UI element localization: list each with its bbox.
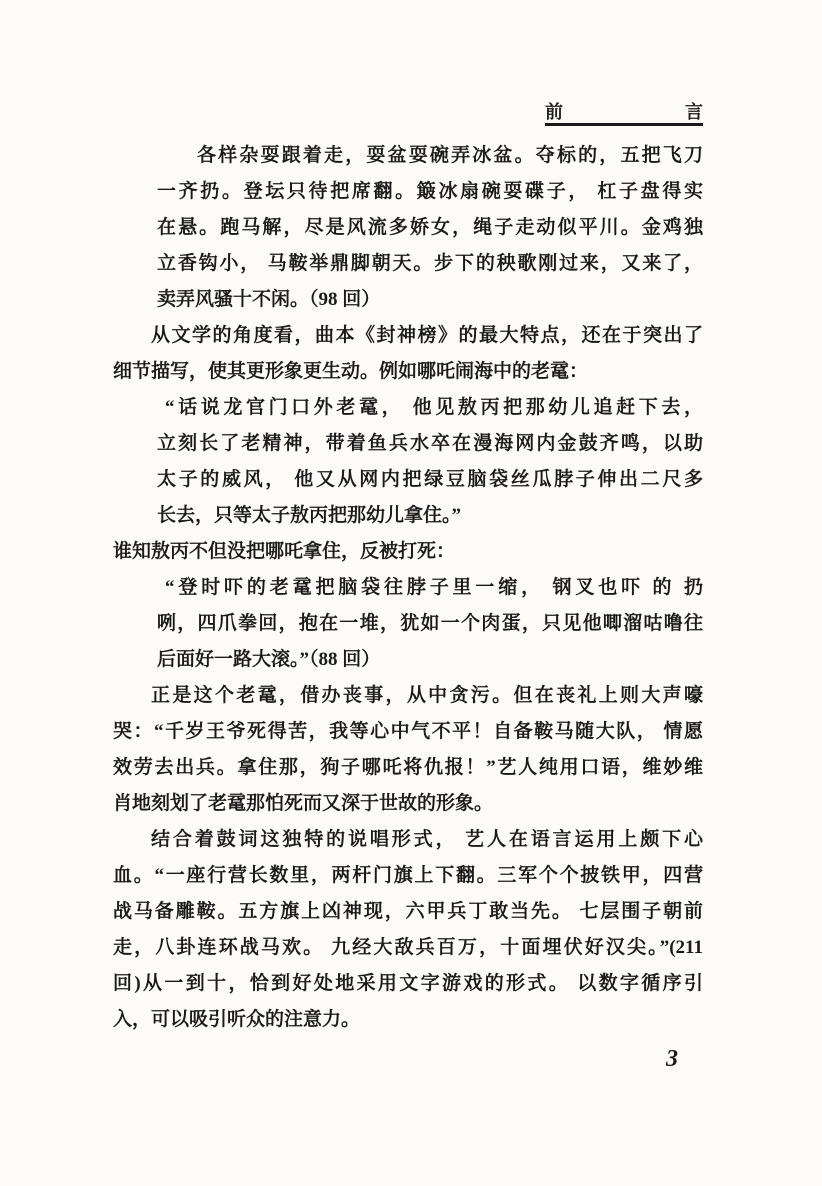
text-line: 谁知敖丙不但没把哪吒拿住，反被打死： — [113, 541, 456, 562]
text-line: 后面好一路大滚。”（88 回） — [157, 649, 381, 670]
text-line: 回)从一到十，恰到好处地采用文字游戏的形式。 以数字循序引 — [113, 973, 703, 994]
text-line: 结合着鼓词这独特的说唱形式， 艺人在语言运用上颇下心 — [151, 829, 703, 850]
text-line: 哭：“千岁王爷死得苦，我等心中气不平！自备鞍马随大队， 情愿 — [113, 721, 703, 742]
text-line: 战马备雕鞍。五方旗上凶神现，六甲兵丁敢当先。 七层围子朝前 — [113, 901, 703, 922]
page-body — [113, 138, 703, 1038]
text-line: 在悬。跑马解，尽是风流多娇女，绳子走动似平川。金鸡独 — [157, 217, 703, 238]
text-line: 入，可以吸引听众的注意力。 — [113, 1009, 361, 1030]
text-line: 从文学的角度看，曲本《封神榜》的最大特点，还在于突出了 — [151, 325, 703, 346]
text-line: 各样杂耍跟着走，耍盆耍碗弄冰盆。夺标的，五把飞刀 — [197, 145, 703, 166]
text-line: 血。“一座行营长数里，两杆门旗上下翻。三军个个披铁甲，四营 — [113, 865, 703, 886]
page-number: 3 — [666, 1046, 678, 1072]
text-line: 立刻长了老精神，带着鱼兵水卒在漫海网内金鼓齐鸣，以助 — [157, 433, 703, 454]
text-line: “话说龙官门口外老鼋， 他见敖丙把那幼儿追赶下去， — [165, 397, 703, 418]
text-line: 效劳去出兵。拿住那，狗子哪吒将仇报！”艺人纯用口语，维妙维 — [113, 757, 703, 778]
text-line: 长去，只等太子敖丙把那幼儿拿住。” — [157, 505, 462, 526]
text-line: 立香钩小， 马鞍举鼎脚朝天。步下的秧歌刚过来，又来了， — [157, 253, 703, 274]
text-line: 走，八卦连环战马欢。 九经大敌兵百万，十面埋伏好汉尖。”(211 — [113, 937, 703, 958]
running-header-right-char: 言 — [685, 102, 703, 122]
running-header — [545, 102, 703, 126]
text-line: 正是这个老鼋，借办丧事，从中贪污。但在丧礼上则大声嚎 — [151, 685, 703, 706]
text-line: 肖地刻划了老鼋那怕死而又深于世故的形象。 — [113, 793, 494, 814]
text-line: 一齐扔。登坛只待把席翻。簸冰扇碗耍碟子， 杠子盘得实 — [157, 181, 703, 202]
text-line: 咧，四爪拳回，抱在一堆，犹如一个肉蛋，只见他唧溜咕噜往 — [157, 613, 703, 634]
text-line: 卖弄风骚十不闲。（98 回） — [157, 289, 381, 310]
text-line: 太子的威风， 他又从网内把绿豆脑袋丝瓜脖子伸出二尺多 — [157, 469, 703, 490]
text-line: 细节描写，使其更形象更生动。例如哪吒闹海中的老鼋： — [113, 361, 589, 382]
running-header-left-char: 前 — [545, 102, 563, 122]
text-line: “登时吓的老鼋把脑袋往脖子里一缩， 钢叉也吓 的 扔 — [165, 577, 703, 598]
